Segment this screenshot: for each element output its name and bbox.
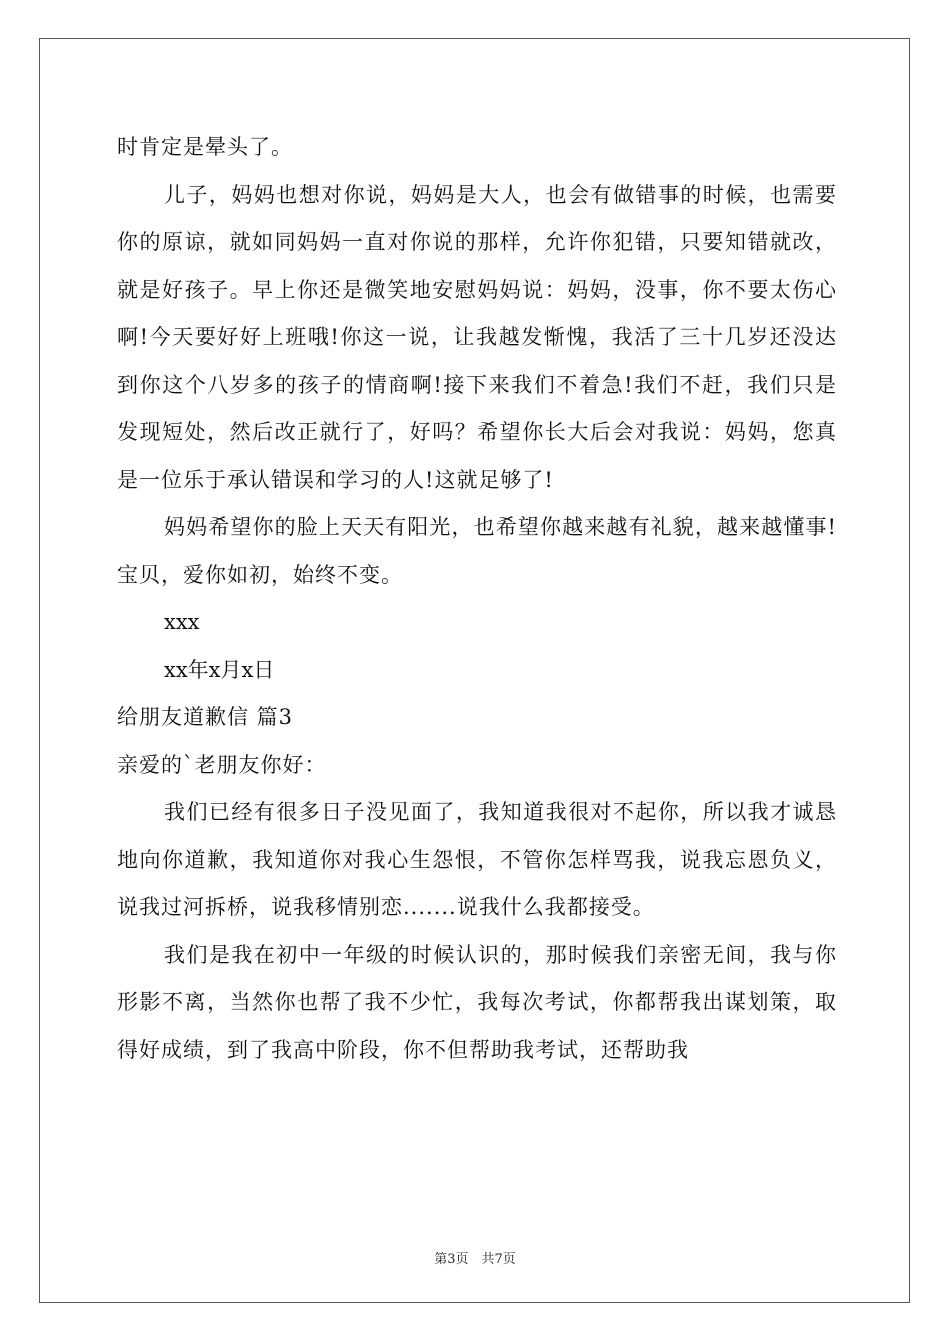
section-title: 给朋友道歉信 篇3 <box>117 705 294 729</box>
signature-date: xx年x月x日 <box>164 657 275 682</box>
signature-name: xxx <box>164 610 200 634</box>
page-number: 第3页 共7页 <box>434 1252 516 1267</box>
salutation: 亲爱的`老朋友你好： <box>117 752 327 777</box>
paragraph-hope: 妈妈希望你的脸上天天有阳光，也希望你越来越有礼貌，越来越懂事!宝贝，爱你如初，始终不变。 <box>117 515 837 587</box>
document-body <box>117 124 837 1074</box>
paragraph-son: 儿子，妈妈也想对你说，妈妈是大人，也会有做错事的时候，也需要你的原谅，就如同妈妈一直对你说的那样，允许你犯错，只要知错就改，就是好孩子。早上你还是微笑地安慰妈妈说：妈妈，没事，你不要太伤心啊!今天要好好上班哦!你这一说，让我越发惭愧，我活了三十几岁还没达到你这个八岁多的孩子的情商啊!接下来我们不着急!我们不赶，我们只是发现短处，然后改正就行了，好吗？希望你长大后会对我说：妈妈，您真是一位乐于承认错误和学习的人!这就足够了! <box>117 182 837 492</box>
paragraph-history: 我们是我在初中一年级的时候认识的，那时候我们亲密无间，我与你形影不离，当然你也帮了我不少忙，我每次考试，你都帮我出谋划策，取得好成绩，到了我高中阶段，你不但帮助我考试，还帮助我 <box>117 942 837 1062</box>
paragraph-apology: 我们已经有很多日子没见面了，我知道我很对不起你，所以我才诚恳地向你道歉，我知道你对我心生怨恨，不管你怎样骂我，说我忘恩负义，说我过河拆桥，说我移情别恋.......说我什么我都接受。 <box>117 800 837 919</box>
paragraph-continuation: 时肯定是晕头了。 <box>117 135 293 159</box>
